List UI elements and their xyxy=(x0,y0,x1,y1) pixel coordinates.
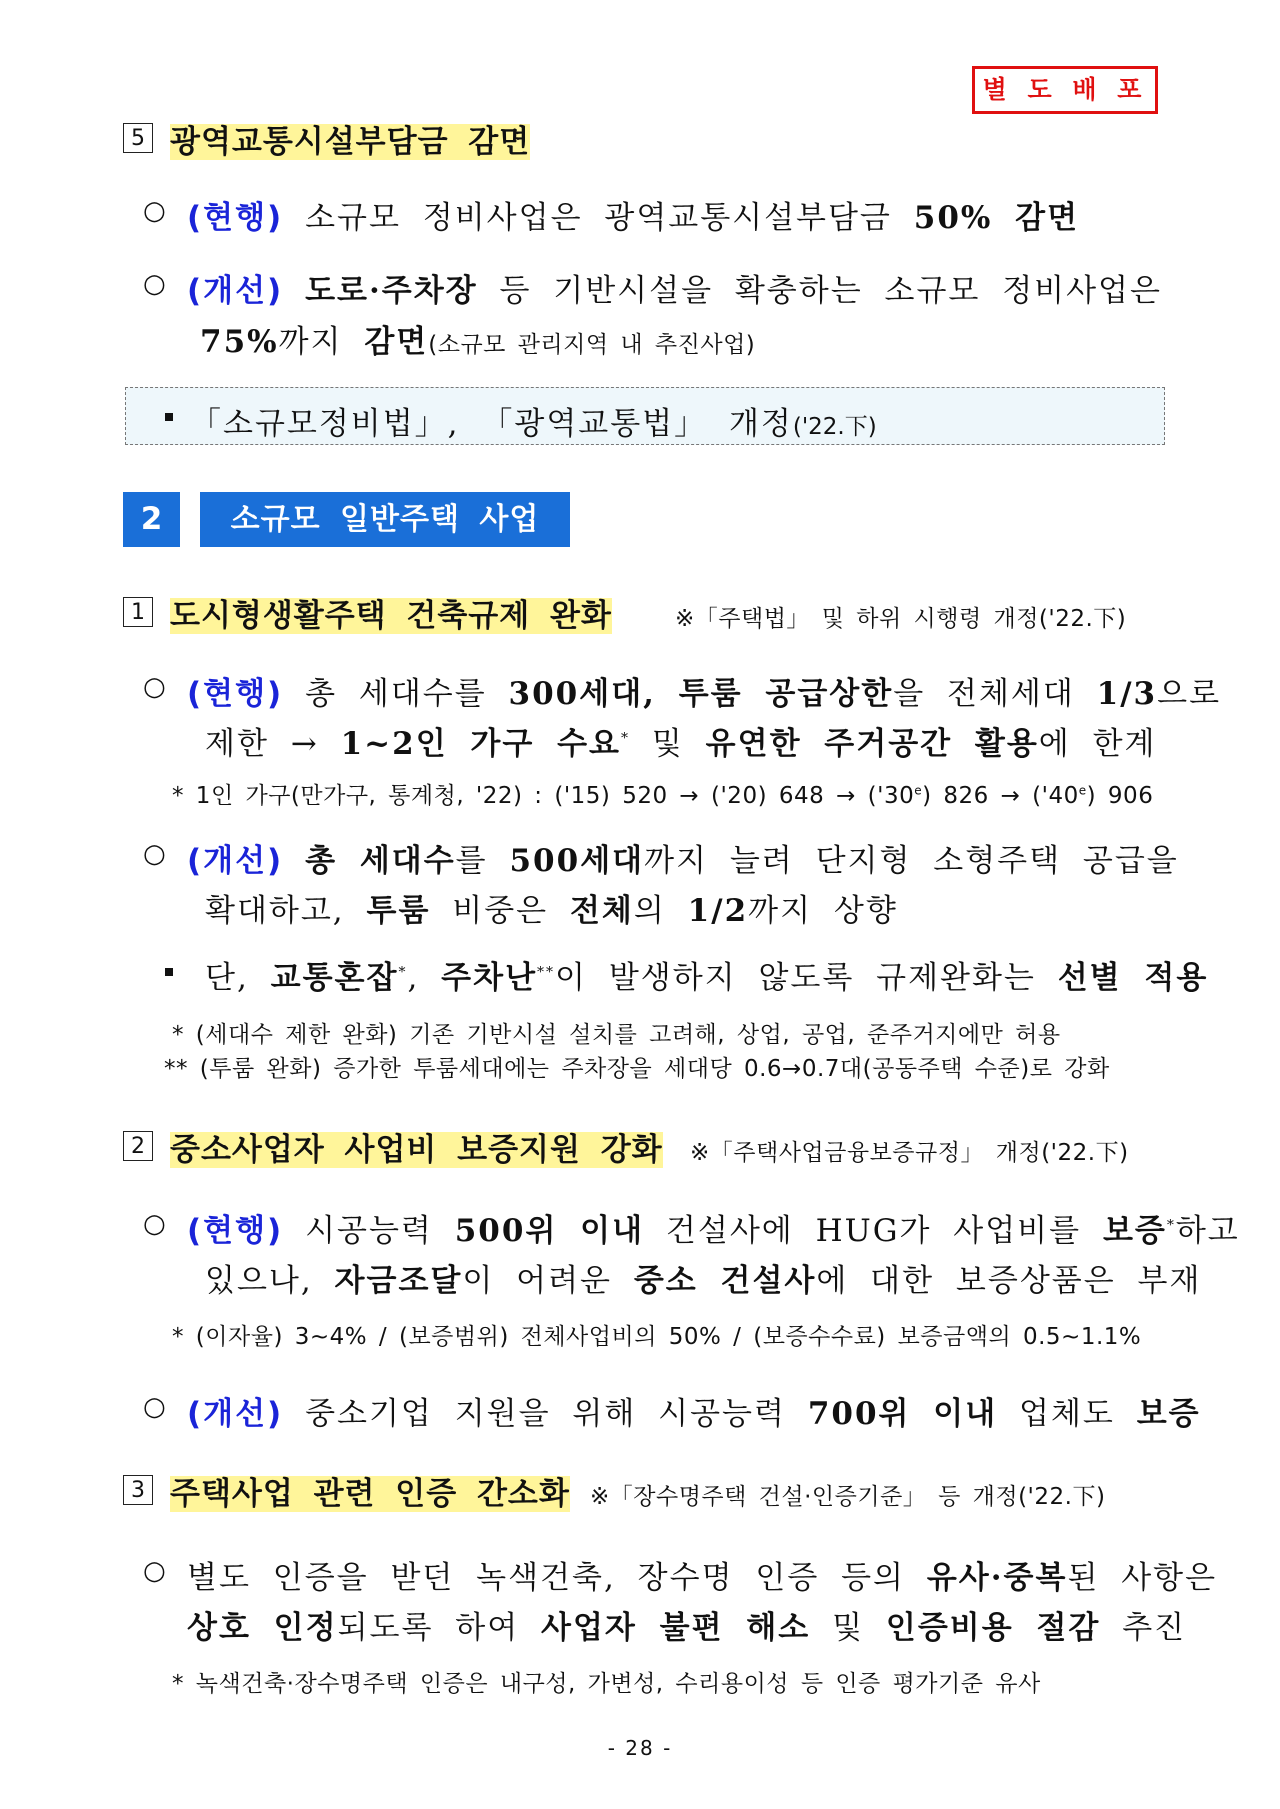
item1-current-line2 xyxy=(205,718,1156,763)
distribution-stamp xyxy=(972,66,1158,114)
text: 별도 인증을 받던 녹색건축, 장수명 인증 등의 xyxy=(187,1560,927,1596)
text: 를 xyxy=(455,843,510,879)
text: 에 한계 xyxy=(1038,726,1157,762)
text: 에 대한 보증상품은 부재 xyxy=(816,1263,1202,1299)
text-bold: 주차난 xyxy=(441,960,538,996)
item5-title: 광역교통시설부담금 감면 xyxy=(170,124,531,160)
law-box-text xyxy=(190,398,877,443)
text-bold: 1~2인 가구 수요 xyxy=(340,726,622,762)
circle-bullet-icon: ○ xyxy=(143,269,166,299)
text-bold: 500위 이내 xyxy=(454,1213,645,1249)
text: 등 기반시설을 확충하는 소규모 정비사업은 xyxy=(477,273,1162,309)
text: 이 어려운 xyxy=(462,1263,634,1299)
item3-note: * 녹색건축·장수명주택 인증은 내구성, 가변성, 수리용이성 등 인증 평가기준 유사 xyxy=(172,1671,1041,1697)
circle-bullet-icon: ○ xyxy=(143,1392,166,1422)
text: , xyxy=(407,960,442,996)
text: 단, xyxy=(205,960,271,996)
footnote-mark: * xyxy=(1166,1217,1176,1234)
text: 으로 xyxy=(1157,676,1222,712)
section-title: 소규모 일반주택 사업 xyxy=(230,502,540,537)
item1-reference: ※「주택법」 및 하위 시행령 개정('22.下) xyxy=(675,606,1127,632)
superscript: e xyxy=(1078,783,1087,798)
text: ) 906 xyxy=(1086,783,1154,809)
item-title xyxy=(170,1468,570,1513)
text-bold: 500세대 xyxy=(509,843,645,879)
text: 비중은 xyxy=(430,893,570,929)
text: 확대하고, xyxy=(205,893,367,929)
item1-note1 xyxy=(172,777,1153,810)
item1-note3: ** (투룸 완화) 증가한 투룸세대에는 주차장을 세대당 0.6→0.7대(공동주택 수준)로 강화 xyxy=(164,1056,1110,1082)
item2-current-line2 xyxy=(205,1255,1201,1300)
footnote-mark: * xyxy=(398,964,408,981)
item2-reference: ※「주택사업금융보증규정」 개정('22.下) xyxy=(690,1140,1129,1166)
text: * 1인 가구(만가구, 통계청, '22) : ('15) 520 → ('20) 648 → ('30 xyxy=(172,783,915,809)
text-bold: 총 세대수 xyxy=(305,843,456,879)
superscript: e xyxy=(914,783,923,798)
current-tag: (현행) xyxy=(187,1213,284,1249)
text: 있으나, xyxy=(205,1263,335,1299)
item3-reference: ※「장수명주택 건설·인증기준」 등 개정('22.下) xyxy=(590,1484,1106,1510)
item-number-box: 5 xyxy=(123,123,153,153)
item5-improve-line2 xyxy=(200,316,755,361)
text-bold: 인증비용 절감 xyxy=(885,1610,1101,1646)
square-bullet-icon xyxy=(165,968,173,976)
text-bold: 300세대, 투룸 공급상한 xyxy=(508,676,894,712)
item-number-box: 3 xyxy=(123,1475,153,1505)
item2-note: * (이자율) 3~4% / (보증범위) 전체사업비의 50% / (보증수수료) 보증금액의 0.5~1.1% xyxy=(172,1324,1142,1350)
text-bold: 투룸 xyxy=(366,893,431,929)
item3-line1 xyxy=(187,1552,1217,1597)
current-tag: (현행) xyxy=(187,200,284,236)
text: 총 세대수를 xyxy=(305,676,509,712)
text: 하고 xyxy=(1175,1213,1240,1249)
item2-current-line1 xyxy=(187,1205,1240,1250)
square-bullet-icon xyxy=(165,413,173,421)
footnote-mark: ** xyxy=(537,964,556,981)
text: 소규모 정비사업은 광역교통시설부담금 xyxy=(305,200,914,236)
text-bold: 50% 감면 xyxy=(913,200,1080,236)
text: 업체도 xyxy=(997,1396,1137,1432)
section-number-box xyxy=(123,492,180,547)
stamp-text: 별 도 배 포 xyxy=(982,75,1148,104)
text: 및 xyxy=(810,1610,886,1646)
item1-improve-line2 xyxy=(205,885,898,930)
text: 이 발생하지 않도록 규제완화는 xyxy=(555,960,1058,996)
text-bold: 자금조달 xyxy=(334,1263,463,1299)
improve-tag: (개선) xyxy=(187,273,284,309)
current-tag: (현행) xyxy=(187,676,284,712)
text: 건설사에 HUG가 사업비를 xyxy=(644,1213,1103,1249)
item1-title: 도시형생활주택 건축규제 완화 xyxy=(170,598,612,634)
text: ) 826 → ('40 xyxy=(922,783,1079,809)
item5-current-line xyxy=(187,192,1079,237)
section-title-box xyxy=(200,492,570,547)
text-bold: 유연한 주거공간 활용 xyxy=(705,726,1039,762)
text-bold: 도로·주차장 xyxy=(305,273,478,309)
circle-bullet-icon: ○ xyxy=(143,672,166,702)
circle-bullet-icon: ○ xyxy=(143,1556,166,1586)
circle-bullet-icon: ○ xyxy=(143,1209,166,1239)
circle-bullet-icon: ○ xyxy=(143,839,166,869)
text: 및 xyxy=(630,726,706,762)
text-bold: 유사·중복 xyxy=(926,1560,1068,1596)
text: 까지 상향 xyxy=(748,893,898,929)
text: 제한 → xyxy=(205,726,341,762)
text: 된 사항은 xyxy=(1067,1560,1218,1596)
circle-bullet-icon: ○ xyxy=(143,196,166,226)
text-bold: 중소 건설사 xyxy=(633,1263,817,1299)
text-bold: 1/2 xyxy=(687,893,749,929)
text: 까지 늘려 단지형 소형주택 공급을 xyxy=(644,843,1179,879)
item1-current-line1 xyxy=(187,668,1221,713)
text: 되도록 하여 xyxy=(337,1610,542,1646)
item-title xyxy=(170,116,530,161)
page-number: - 28 - xyxy=(607,1736,673,1760)
item1-sub-bullet xyxy=(205,952,1208,997)
text-bold: 700위 이내 xyxy=(807,1396,998,1432)
text-bold: 보증 xyxy=(1136,1396,1201,1432)
text: 을 전체세대 xyxy=(893,676,1097,712)
improve-tag: (개선) xyxy=(187,1396,284,1432)
footnote-mark: * xyxy=(621,730,631,747)
text-bold: 사업자 불편 해소 xyxy=(541,1610,811,1646)
text: 까지 xyxy=(278,324,365,360)
text: 의 xyxy=(633,893,688,929)
item1-improve-line1 xyxy=(187,835,1179,880)
item3-title: 주택사업 관련 인증 간소화 xyxy=(170,1476,570,1512)
text: 추진 xyxy=(1100,1610,1187,1646)
text-bold: 교통혼잡 xyxy=(270,960,399,996)
item5-improve-line1 xyxy=(187,265,1162,310)
item2-improve-line xyxy=(187,1388,1201,1433)
item-title xyxy=(170,1124,663,1169)
improve-tag: (개선) xyxy=(187,843,284,879)
text-small: (소규모 관리지역 내 추진사업) xyxy=(428,332,756,358)
text: 「소규모정비법」, 「광역교통법」 개정 xyxy=(190,406,793,442)
text-bold: 보증 xyxy=(1102,1213,1167,1249)
item2-title: 중소사업자 사업비 보증지원 강화 xyxy=(170,1132,663,1168)
item3-line2 xyxy=(187,1602,1186,1647)
item-title xyxy=(170,590,612,635)
text-bold: 75% xyxy=(200,324,279,360)
text-small: ('22.下) xyxy=(792,414,877,440)
item-number-box: 2 xyxy=(123,1131,153,1161)
text-bold: 상호 인정 xyxy=(187,1610,338,1646)
section-number: 2 xyxy=(140,501,163,537)
text: 시공능력 xyxy=(305,1213,455,1249)
item1-note2: * (세대수 제한 완화) 기존 기반시설 설치를 고려해, 상업, 공업, 준주거지에만 허용 xyxy=(172,1022,1061,1048)
text-bold: 1/3 xyxy=(1096,676,1158,712)
text: 중소기업 지원을 위해 시공능력 xyxy=(305,1396,808,1432)
item-number-box: 1 xyxy=(123,597,153,627)
text-bold: 감면 xyxy=(364,324,429,360)
text-bold: 선별 적용 xyxy=(1057,960,1209,996)
text-bold: 전체 xyxy=(569,893,634,929)
